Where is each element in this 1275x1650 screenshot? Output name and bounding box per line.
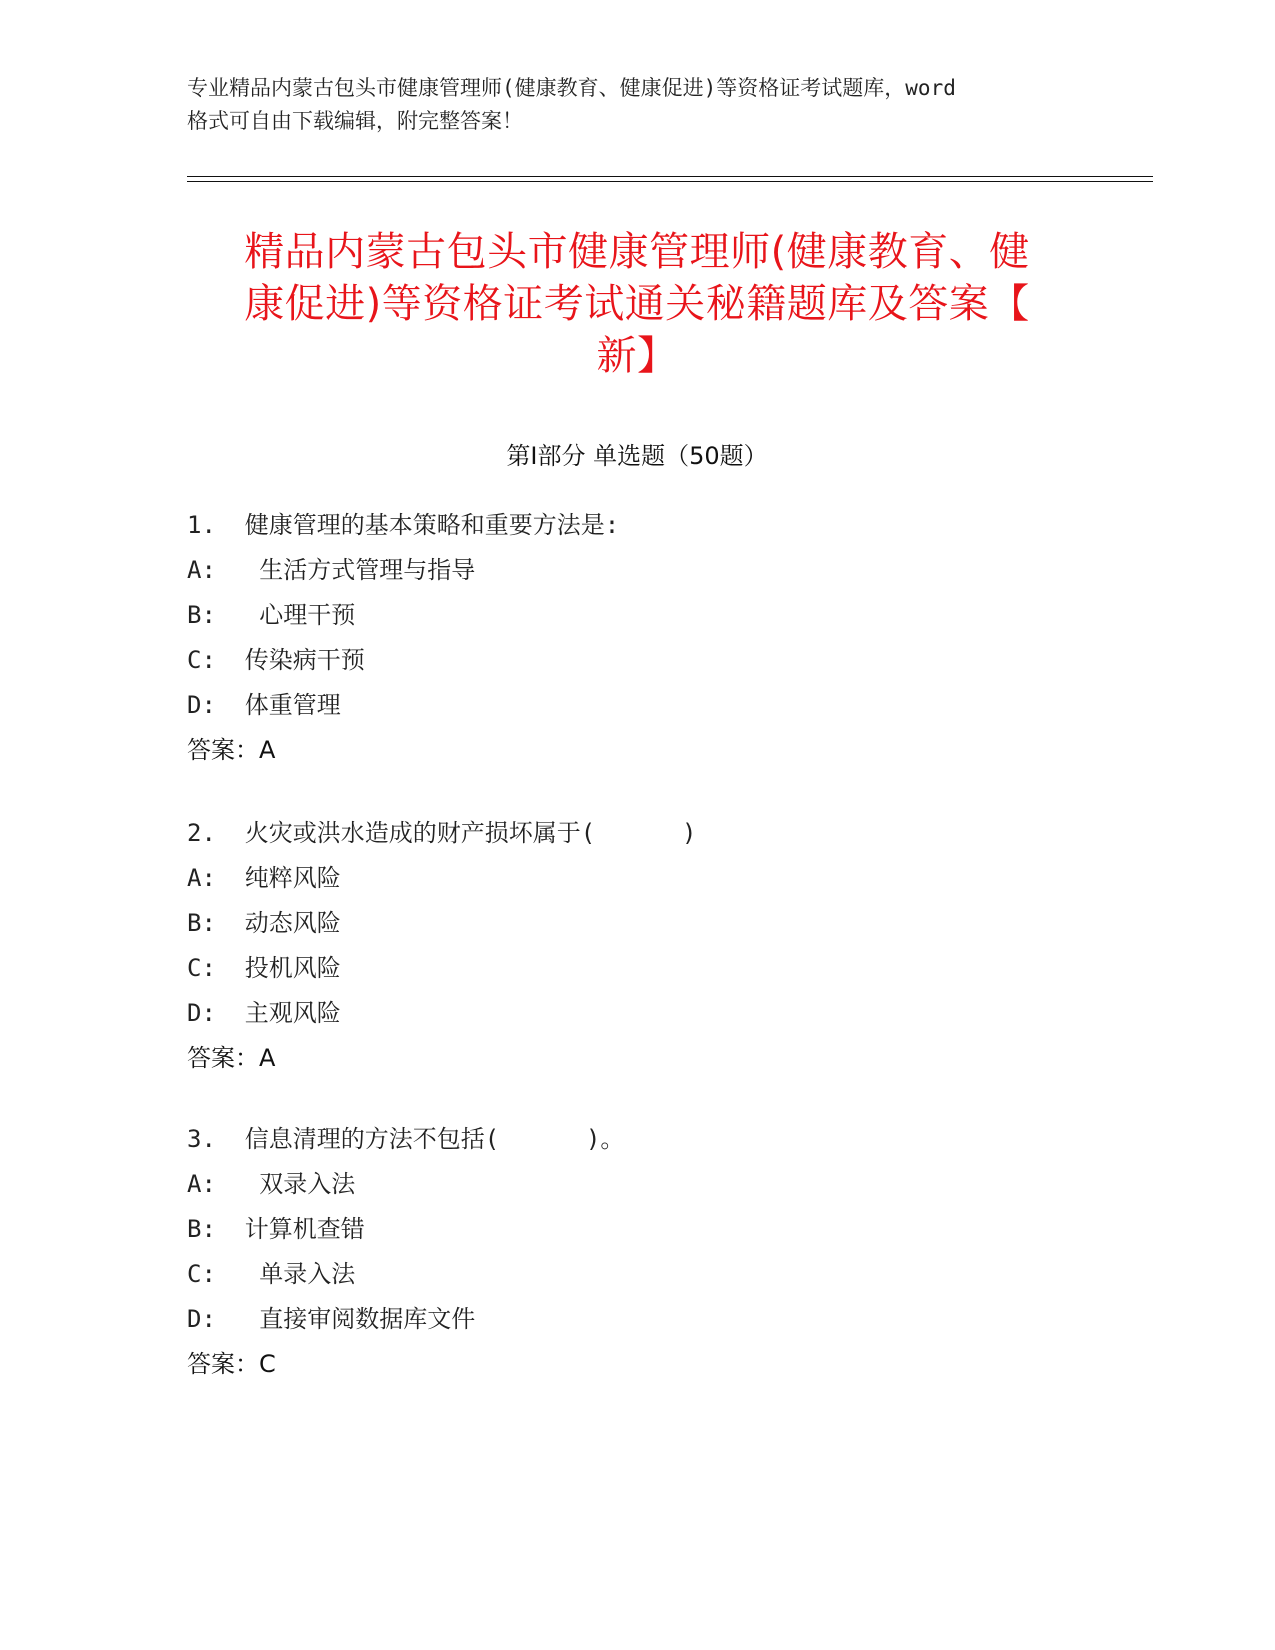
question-stem: 2. 火灾或洪水造成的财产损坏属于( ) — [187, 819, 697, 847]
option-c: C: 单录入法 — [187, 1260, 356, 1288]
title-line-2: 康促进)等资格证考试通关秘籍题库及答案【 — [244, 281, 1030, 327]
option-d: D: 直接审阅数据库文件 — [187, 1305, 476, 1333]
option-a: A: 生活方式管理与指导 — [187, 556, 476, 584]
question-stem: 1. 健康管理的基本策略和重要方法是: — [187, 511, 620, 539]
answer: 答案：A — [187, 1044, 276, 1072]
answer: 答案：A — [187, 736, 276, 764]
header-note-line-1: 专业精品内蒙古包头市健康管理师(健康教育、健康促进)等资格证考试题库，word — [187, 76, 956, 100]
document-title — [187, 226, 1087, 382]
question-2 — [187, 811, 1087, 1081]
header-divider-bottom — [187, 181, 1153, 182]
answer: 答案：C — [187, 1350, 276, 1378]
option-b: B: 动态风险 — [187, 909, 341, 937]
option-b: B: 心理干预 — [187, 601, 356, 629]
question-stem: 3. 信息清理的方法不包括( )。 — [187, 1125, 625, 1153]
header-note-line-2: 格式可自由下载编辑，附完整答案！ — [187, 109, 523, 133]
option-c: C: 投机风险 — [187, 954, 341, 982]
header-note — [187, 72, 1087, 138]
title-line-1: 精品内蒙古包头市健康管理师(健康教育、健 — [244, 229, 1030, 275]
title-line-3: 新】 — [596, 333, 678, 379]
header-divider-top — [187, 176, 1153, 177]
option-b: B: 计算机查错 — [187, 1215, 365, 1243]
question-3 — [187, 1117, 1087, 1387]
option-a: A: 纯粹风险 — [187, 864, 341, 892]
option-d: D: 主观风险 — [187, 999, 341, 1027]
option-a: A: 双录入法 — [187, 1170, 356, 1198]
section-heading: 第Ⅰ部分 单选题（50题） — [506, 442, 768, 470]
question-1 — [187, 503, 1087, 773]
option-d: D: 体重管理 — [187, 691, 341, 719]
option-c: C: 传染病干预 — [187, 646, 365, 674]
